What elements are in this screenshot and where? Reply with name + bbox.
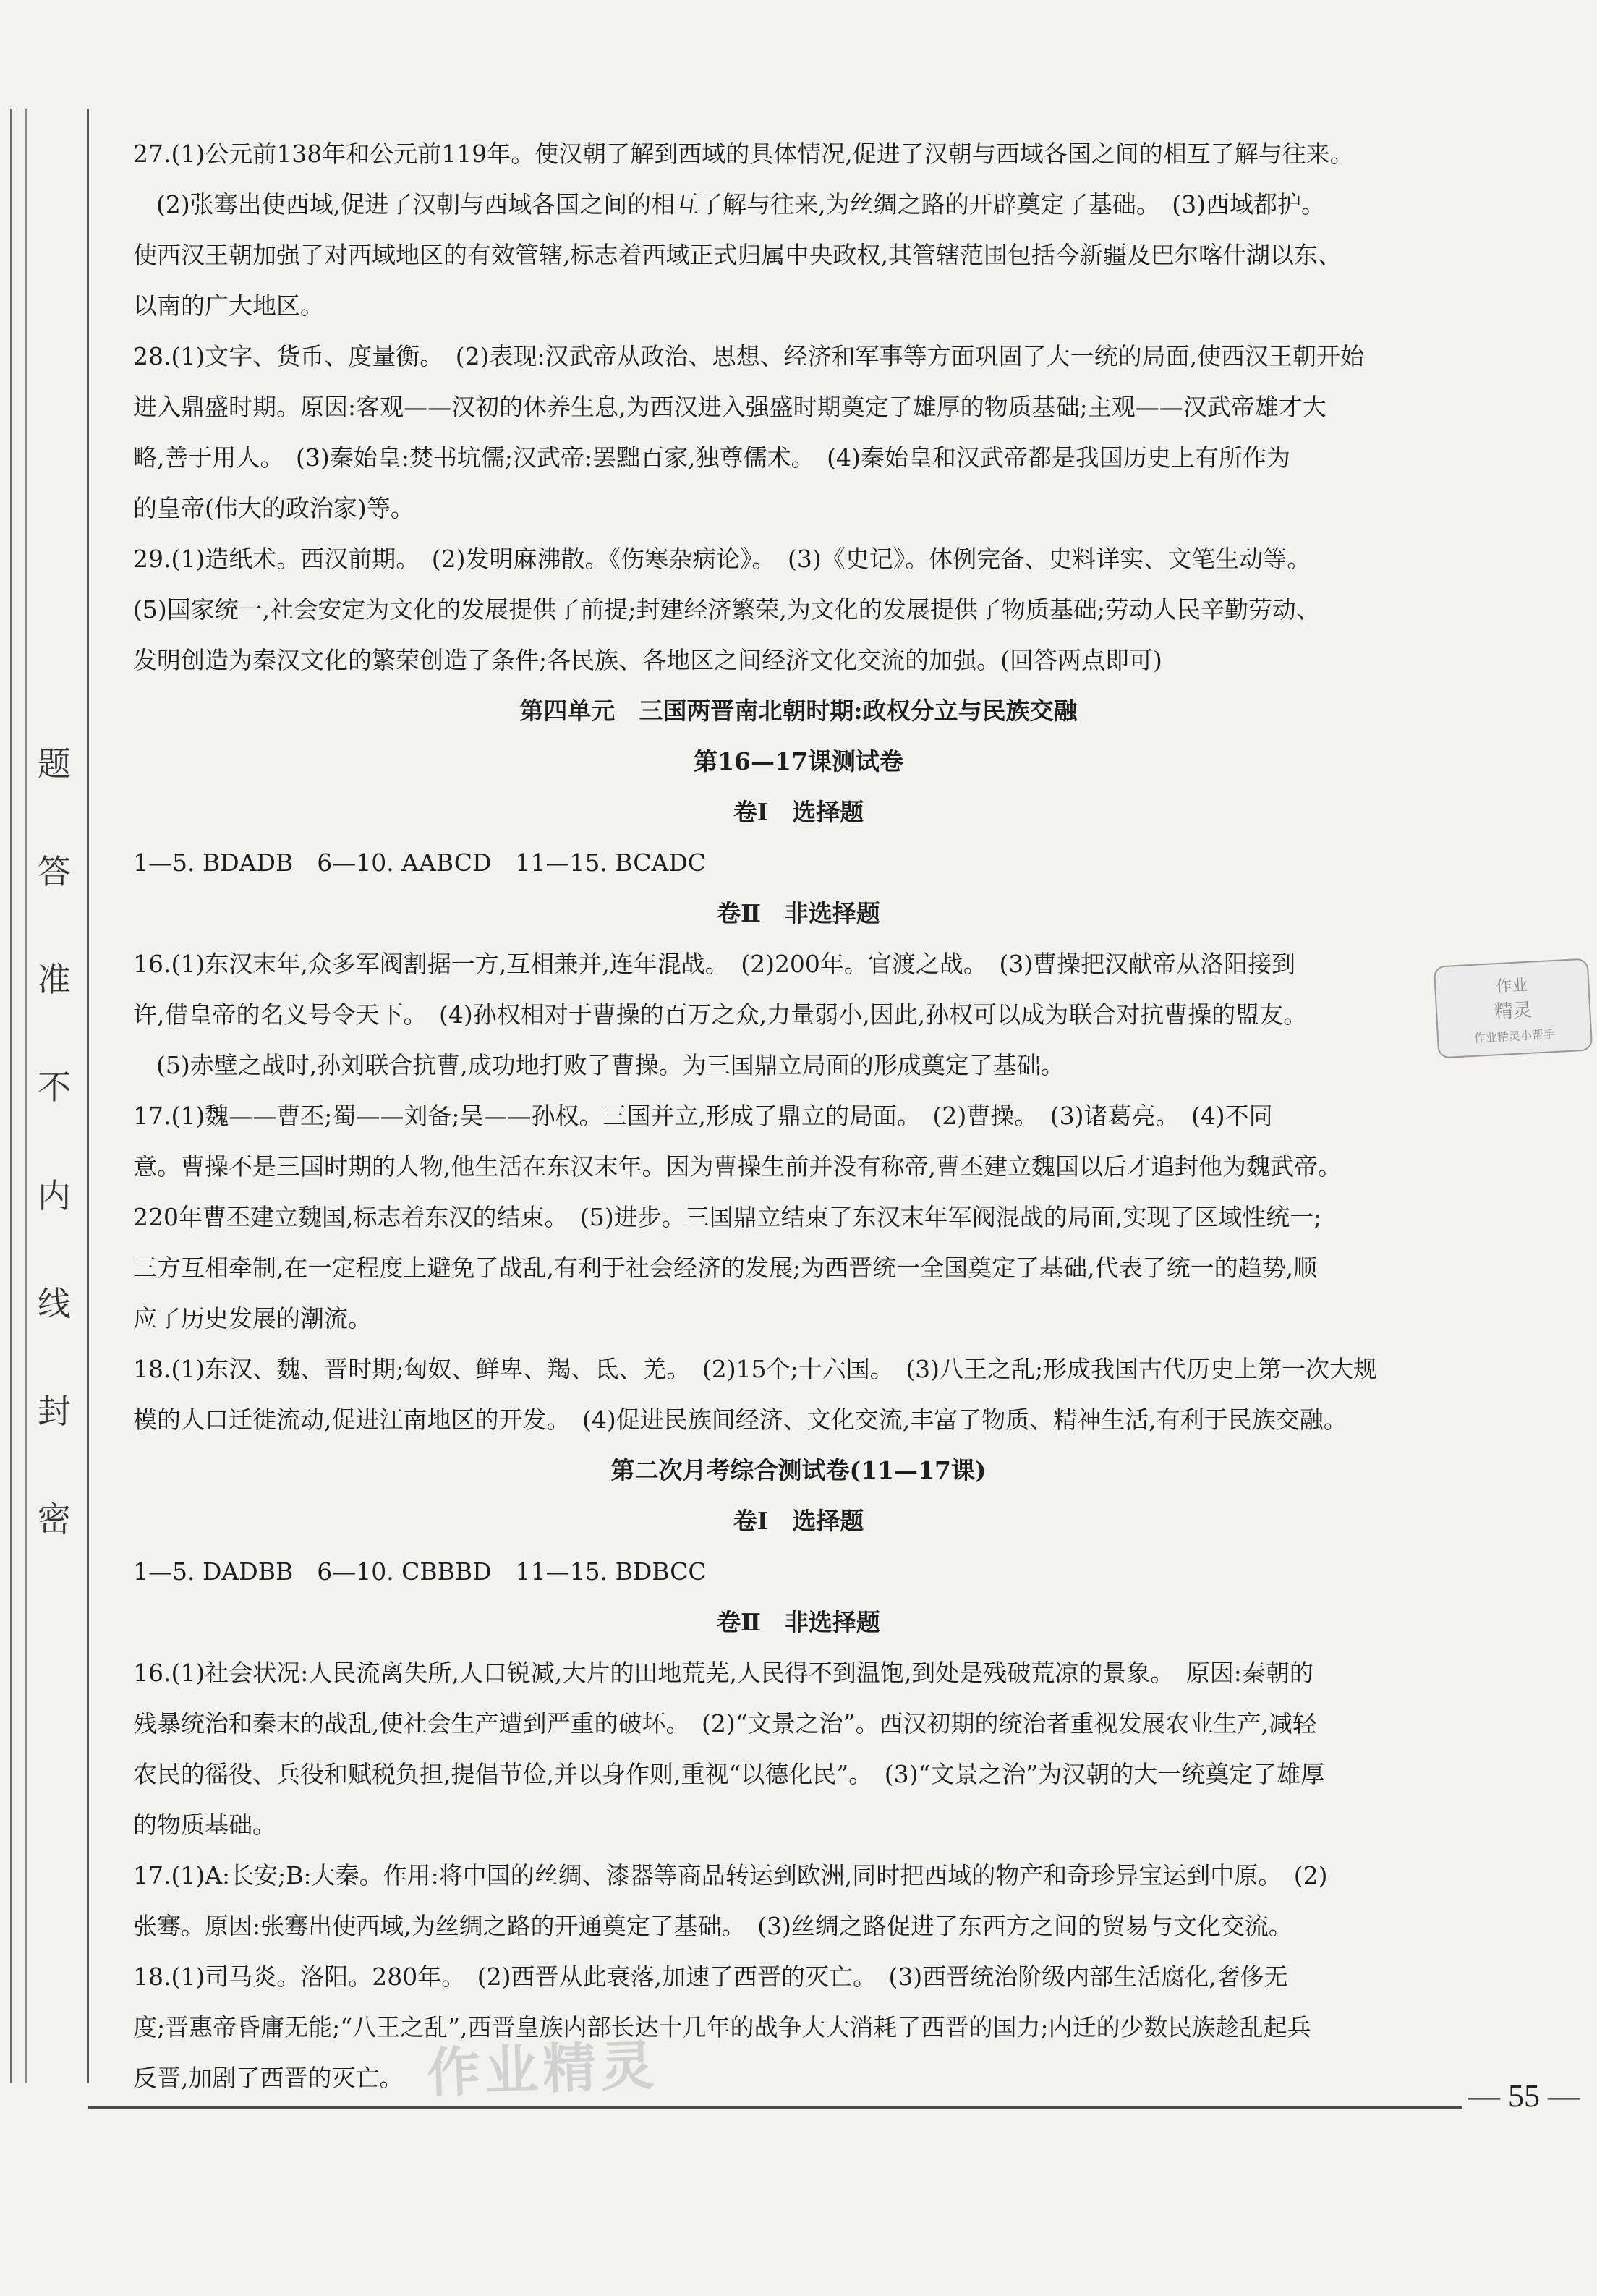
text-line: 农民的徭役、兵役和赋税负担,提倡节俭,并以身作则,重视“以德化民”。 (3)“文景之治”为汉朝的大一统奠定了雄厚 — [133, 1760, 1325, 1788]
text-line: 略,善于用人。 (3)秦始皇:焚书坑儒;汉武帝:罢黜百家,独尊儒术。 (4)秦始皇和汉武帝都是我国历史上有所作为 — [133, 443, 1290, 472]
text-line: 16.(1)东汉末年,众多军阀割据一方,互相兼并,连年混战。 (2)200年。官渡之战。 (3)曹操把汉献帝从洛阳接到 — [133, 950, 1296, 978]
answer-content — [133, 129, 1464, 2104]
text-line: (5)赤壁之战时,孙刘联合抗曹,成功地打败了曹操。为三国鼎立局面的形成奠定了基础。 — [156, 1051, 1065, 1079]
text-line: 28.(1)文字、货币、度量衡。 (2)表现:汉武帝从政治、思想、经济和军事等方面巩固了大一统的局面,使西汉王朝开始 — [133, 342, 1365, 370]
text-line: (2)张骞出使西域,促进了汉朝与西域各国之间的相互了解与往来,为丝绸之路的开辟奠定了基础。 (3)西域都护。 — [156, 190, 1325, 218]
text-line: 张骞。原因:张骞出使西域,为丝绸之路的开通奠定了基础。 (3)丝绸之路促进了东西方之间的贸易与文化交流。 — [133, 1912, 1292, 1940]
section-heading: 卷Ⅰ 选择题 — [733, 798, 864, 826]
text-line: 反晋,加剧了西晋的灭亡。 — [133, 2064, 404, 2092]
homework-stamp — [1434, 958, 1593, 1058]
section-heading: 卷Ⅱ 非选择题 — [717, 899, 880, 927]
text-line: 发明创造为秦汉文化的繁荣创造了条件;各民族、各地区之间经济文化交流的加强。(回答两点即可) — [133, 646, 1162, 674]
seal-char: 题 — [38, 744, 71, 783]
section-heading: 第四单元 三国两晋南北朝时期:政权分立与民族交融 — [519, 697, 1078, 725]
text-line: 17.(1)A:长安;B:大秦。作用:将中国的丝绸、漆器等商品转运到欧洲,同时把西域的物产和奇珍异宝运到中原。 (2) — [133, 1861, 1328, 1889]
section-heading: 第16—17课测试卷 — [694, 747, 903, 775]
stamp-line: 精灵 — [1494, 999, 1533, 1023]
text-line: 三方互相牵制,在一定程度上避免了战乱,有利于社会经济的发展;为西晋统一全国奠定了基础,代表了统一的趋势,顺 — [133, 1254, 1318, 1282]
binding-margin-inner-rule — [87, 109, 89, 2083]
watermark: 作业精灵 — [425, 2034, 660, 2105]
text-line: 进入鼎盛时期。原因:客观——汉初的休养生息,为西汉进入强盛时期奠定了雄厚的物质基础;主观——汉武帝雄才大 — [133, 393, 1326, 421]
text-line: 意。曹操不是三国时期的人物,他生活在东汉末年。因为曹操生前并没有称帝,曹丕建立魏国以后才追封他为魏武帝。 — [133, 1152, 1342, 1181]
seal-line-text — [29, 738, 80, 1541]
seal-char: 线 — [38, 1283, 71, 1323]
text-line: 18.(1)司马炎。洛阳。280年。 (2)西晋从此衰落,加速了西晋的灭亡。 (3)西晋统治阶级内部生活腐化,奢侈无 — [133, 1963, 1288, 1991]
text-line: 使西汉王朝加强了对西域地区的有效管辖,标志着西域正式归属中央政权,其管辖范围包括今新疆及巴尔喀什湖以东、 — [133, 241, 1342, 269]
text-line: 的皇帝(伟大的政治家)等。 — [133, 494, 414, 522]
section-heading: 卷Ⅰ 选择题 — [733, 1507, 864, 1535]
seal-char: 封 — [38, 1391, 71, 1431]
text-line: 18.(1)东汉、魏、晋时期;匈奴、鲜卑、羯、氐、羌。 (2)15个;十六国。 (3)八王之乱;形成我国古代历史上第一次大规 — [133, 1355, 1378, 1383]
page-number: — 55 — — [1468, 2078, 1580, 2114]
text-line: 27.(1)公元前138年和公元前119年。使汉朝了解到西域的具体情况,促进了汉朝与西域各国之间的相互了解与往来。 — [133, 140, 1354, 168]
text-line: 残暴统治和秦末的战乱,使社会生产遭到严重的破坏。 (2)“文景之治”。西汉初期的统治者重视发展农业生产,减轻 — [133, 1709, 1316, 1738]
seal-char: 密 — [38, 1499, 71, 1539]
footer-rule — [88, 2106, 1462, 2109]
seal-char: 内 — [38, 1175, 71, 1215]
stamp-line: 作业精灵小帮手 — [1473, 1026, 1556, 1045]
text-line: 29.(1)造纸术。西汉前期。 (2)发明麻沸散。《伤寒杂病论》。 (3)《史记》。体例完备、史料详实、文笔生动等。 — [133, 545, 1311, 573]
text-line: 1—5. DADBB 6—10. CBBBD 11—15. BDBCC — [133, 1557, 707, 1586]
text-line: 220年曹丕建立魏国,标志着东汉的结束。 (5)进步。三国鼎立结束了东汉末年军阀混战的局面,实现了区域性统一; — [133, 1203, 1322, 1231]
text-line: 17.(1)魏——曹丕;蜀——刘备;吴——孙权。三国并立,形成了鼎立的局面。 (2)曹操。 (3)诸葛亮。 (4)不同 — [133, 1102, 1273, 1130]
seal-char: 准 — [38, 960, 71, 1000]
text-line: 许,借皇帝的名义号令天下。 (4)孙权相对于曹操的百万之众,力量弱小,因此,孙权可以成为联合对抗曹操的盟友。 — [133, 1000, 1308, 1029]
section-heading: 第二次月考综合测试卷(11—17课) — [610, 1456, 987, 1484]
text-line: 的物质基础。 — [133, 1811, 276, 1839]
text-line: 16.(1)社会状况:人民流离失所,人口锐减,大片的田地荒芜,人民得不到温饱,到处是残破荒凉的景象。 原因:秦朝的 — [133, 1659, 1313, 1687]
seal-char: 答 — [38, 852, 71, 892]
seal-char: 不 — [38, 1068, 71, 1107]
text-line: 模的人口迁徙流动,促进江南地区的开发。 (4)促进民族间经济、文化交流,丰富了物质、精神生活,有利于民族交融。 — [133, 1406, 1347, 1434]
text-line: 以南的广大地区。 — [133, 292, 324, 320]
text-line: 1—5. BDADB 6—10. AABCD 11—15. BCADC — [133, 849, 707, 877]
text-line: 应了历史发展的潮流。 — [133, 1304, 372, 1332]
text-line: (5)国家统一,社会安定为文化的发展提供了前提;封建经济繁荣,为文化的发展提供了物质基础;劳动人民辛勤劳动、 — [133, 595, 1320, 624]
stamp-line: 作业 — [1495, 976, 1529, 996]
binding-margin-rule — [10, 109, 27, 2083]
section-heading: 卷Ⅱ 非选择题 — [717, 1608, 880, 1636]
text-line: 度;晋惠帝昏庸无能;“八王之乱”,西晋皇族内部长达十几年的战争大大消耗了西晋的国力;内迁的少数民族趁乱起兵 — [133, 2013, 1311, 2041]
